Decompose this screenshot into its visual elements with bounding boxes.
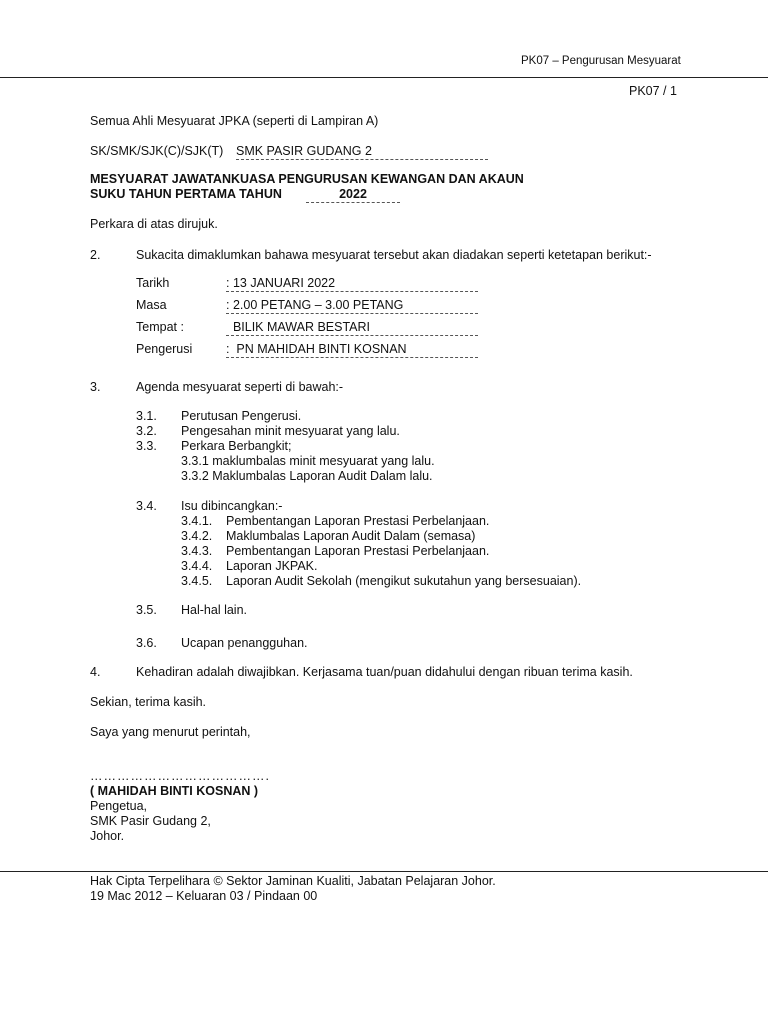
footer-copyright: Hak Cipta Terpelihara © Sektor Jaminan Kualiti, Jabatan Pelajaran Johor. <box>90 874 496 888</box>
agenda-subitem: Laporan JKPAK. <box>226 559 318 573</box>
detail-value-chair: : PN MAHIDAH BINTI KOSNAN <box>226 342 478 358</box>
para2-number: 2. <box>90 248 101 262</box>
agenda-item: Isu dibincangkan:- <box>181 499 283 513</box>
school-name-field: SMK PASIR GUDANG 2 <box>236 144 488 160</box>
agenda-subitem: Laporan Audit Sekolah (mengikut sukutahun yang bersesuaian). <box>226 574 582 588</box>
subject-line-1: MESYUARAT JAWATANKUASA PENGURUSAN KEWANGAN DAN AKAUN <box>90 172 524 186</box>
signatory-name: ( MAHIDAH BINTI KOSNAN ) <box>90 784 259 798</box>
agenda-subnumber: 3.4.3. <box>181 544 213 558</box>
agenda-number: 3.6. <box>136 636 157 650</box>
intro-text: Perkara di atas dirujuk. <box>90 217 218 231</box>
para2-text: Sukacita dimaklumkan bahawa mesyuarat tersebut akan diadakan seperti ketetapan berikut:- <box>136 248 652 262</box>
agenda-number: 3.2. <box>136 424 157 438</box>
agenda-subitem: Maklumbalas Laporan Audit Dalam (semasa) <box>226 529 476 543</box>
agenda-subitem: Pembentangan Laporan Prestasi Perbelanjaan. <box>226 544 490 558</box>
signatory-state: Johor. <box>90 829 125 843</box>
agenda-subitem: Pembentangan Laporan Prestasi Perbelanjaan. <box>226 514 490 528</box>
agenda-number: 3.4. <box>136 499 157 513</box>
recipients-line: Semua Ahli Mesyuarat JPKA (seperti di Lampiran A) <box>90 114 379 128</box>
para3-number: 3. <box>90 380 101 394</box>
signature-line: …………………………………. <box>90 769 270 783</box>
subject-line-2: SUKU TAHUN PERTAMA TAHUN <box>90 187 282 201</box>
agenda-subitem: 3.3.2 Maklumbalas Laporan Audit Dalam lalu. <box>181 469 433 483</box>
agenda-item: Ucapan penangguhan. <box>181 636 308 650</box>
detail-label: Tarikh <box>136 276 170 290</box>
running-title: PK07 – Pengurusan Mesyuarat <box>521 55 681 67</box>
footer-revision: 19 Mac 2012 – Keluaran 03 / Pindaan 00 <box>90 889 318 903</box>
agenda-number: 3.1. <box>136 409 157 423</box>
agenda-subnumber: 3.4.4. <box>181 559 213 573</box>
detail-value-time: : 2.00 PETANG – 3.00 PETANG <box>226 298 478 314</box>
agenda-subnumber: 3.4.2. <box>181 529 213 543</box>
detail-label: Tempat : <box>136 320 184 334</box>
detail-label: Pengerusi <box>136 342 193 356</box>
agenda-item: Perkara Berbangkit; <box>181 439 292 453</box>
agenda-subitem: 3.3.1 maklumbalas minit mesyuarat yang lalu. <box>181 454 435 468</box>
para4-number: 4. <box>90 665 101 679</box>
para4-text: Kehadiran adalah diwajibkan. Kerjasama tuan/puan didahului dengan ribuan terima kasih. <box>136 665 633 679</box>
subject-year-field: 2022 <box>306 187 400 203</box>
agenda-item: Hal-hal lain. <box>181 603 248 617</box>
footer-rule <box>0 871 768 872</box>
agenda-number: 3.3. <box>136 439 157 453</box>
agenda-item: Pengesahan minit mesyuarat yang lalu. <box>181 424 400 438</box>
para3-text: Agenda mesyuarat seperti di bawah:- <box>136 380 344 394</box>
page-reference: PK07 / 1 <box>629 84 677 98</box>
closing-yours: Saya yang menurut perintah, <box>90 725 251 739</box>
agenda-item: Perutusan Pengerusi. <box>181 409 302 423</box>
signatory-title: Pengetua, <box>90 799 147 813</box>
header-rule <box>0 77 768 78</box>
detail-value-date: : 13 JANUARI 2022 <box>226 276 478 292</box>
school-label: SK/SMK/SJK(C)/SJK(T) <box>90 144 224 158</box>
detail-label: Masa <box>136 298 167 312</box>
signatory-organisation: SMK Pasir Gudang 2, <box>90 814 211 828</box>
agenda-subnumber: 3.4.5. <box>181 574 213 588</box>
agenda-number: 3.5. <box>136 603 157 617</box>
agenda-subnumber: 3.4.1. <box>181 514 213 528</box>
closing-thanks: Sekian, terima kasih. <box>90 695 207 709</box>
detail-value-venue: BILIK MAWAR BESTARI <box>226 320 478 336</box>
